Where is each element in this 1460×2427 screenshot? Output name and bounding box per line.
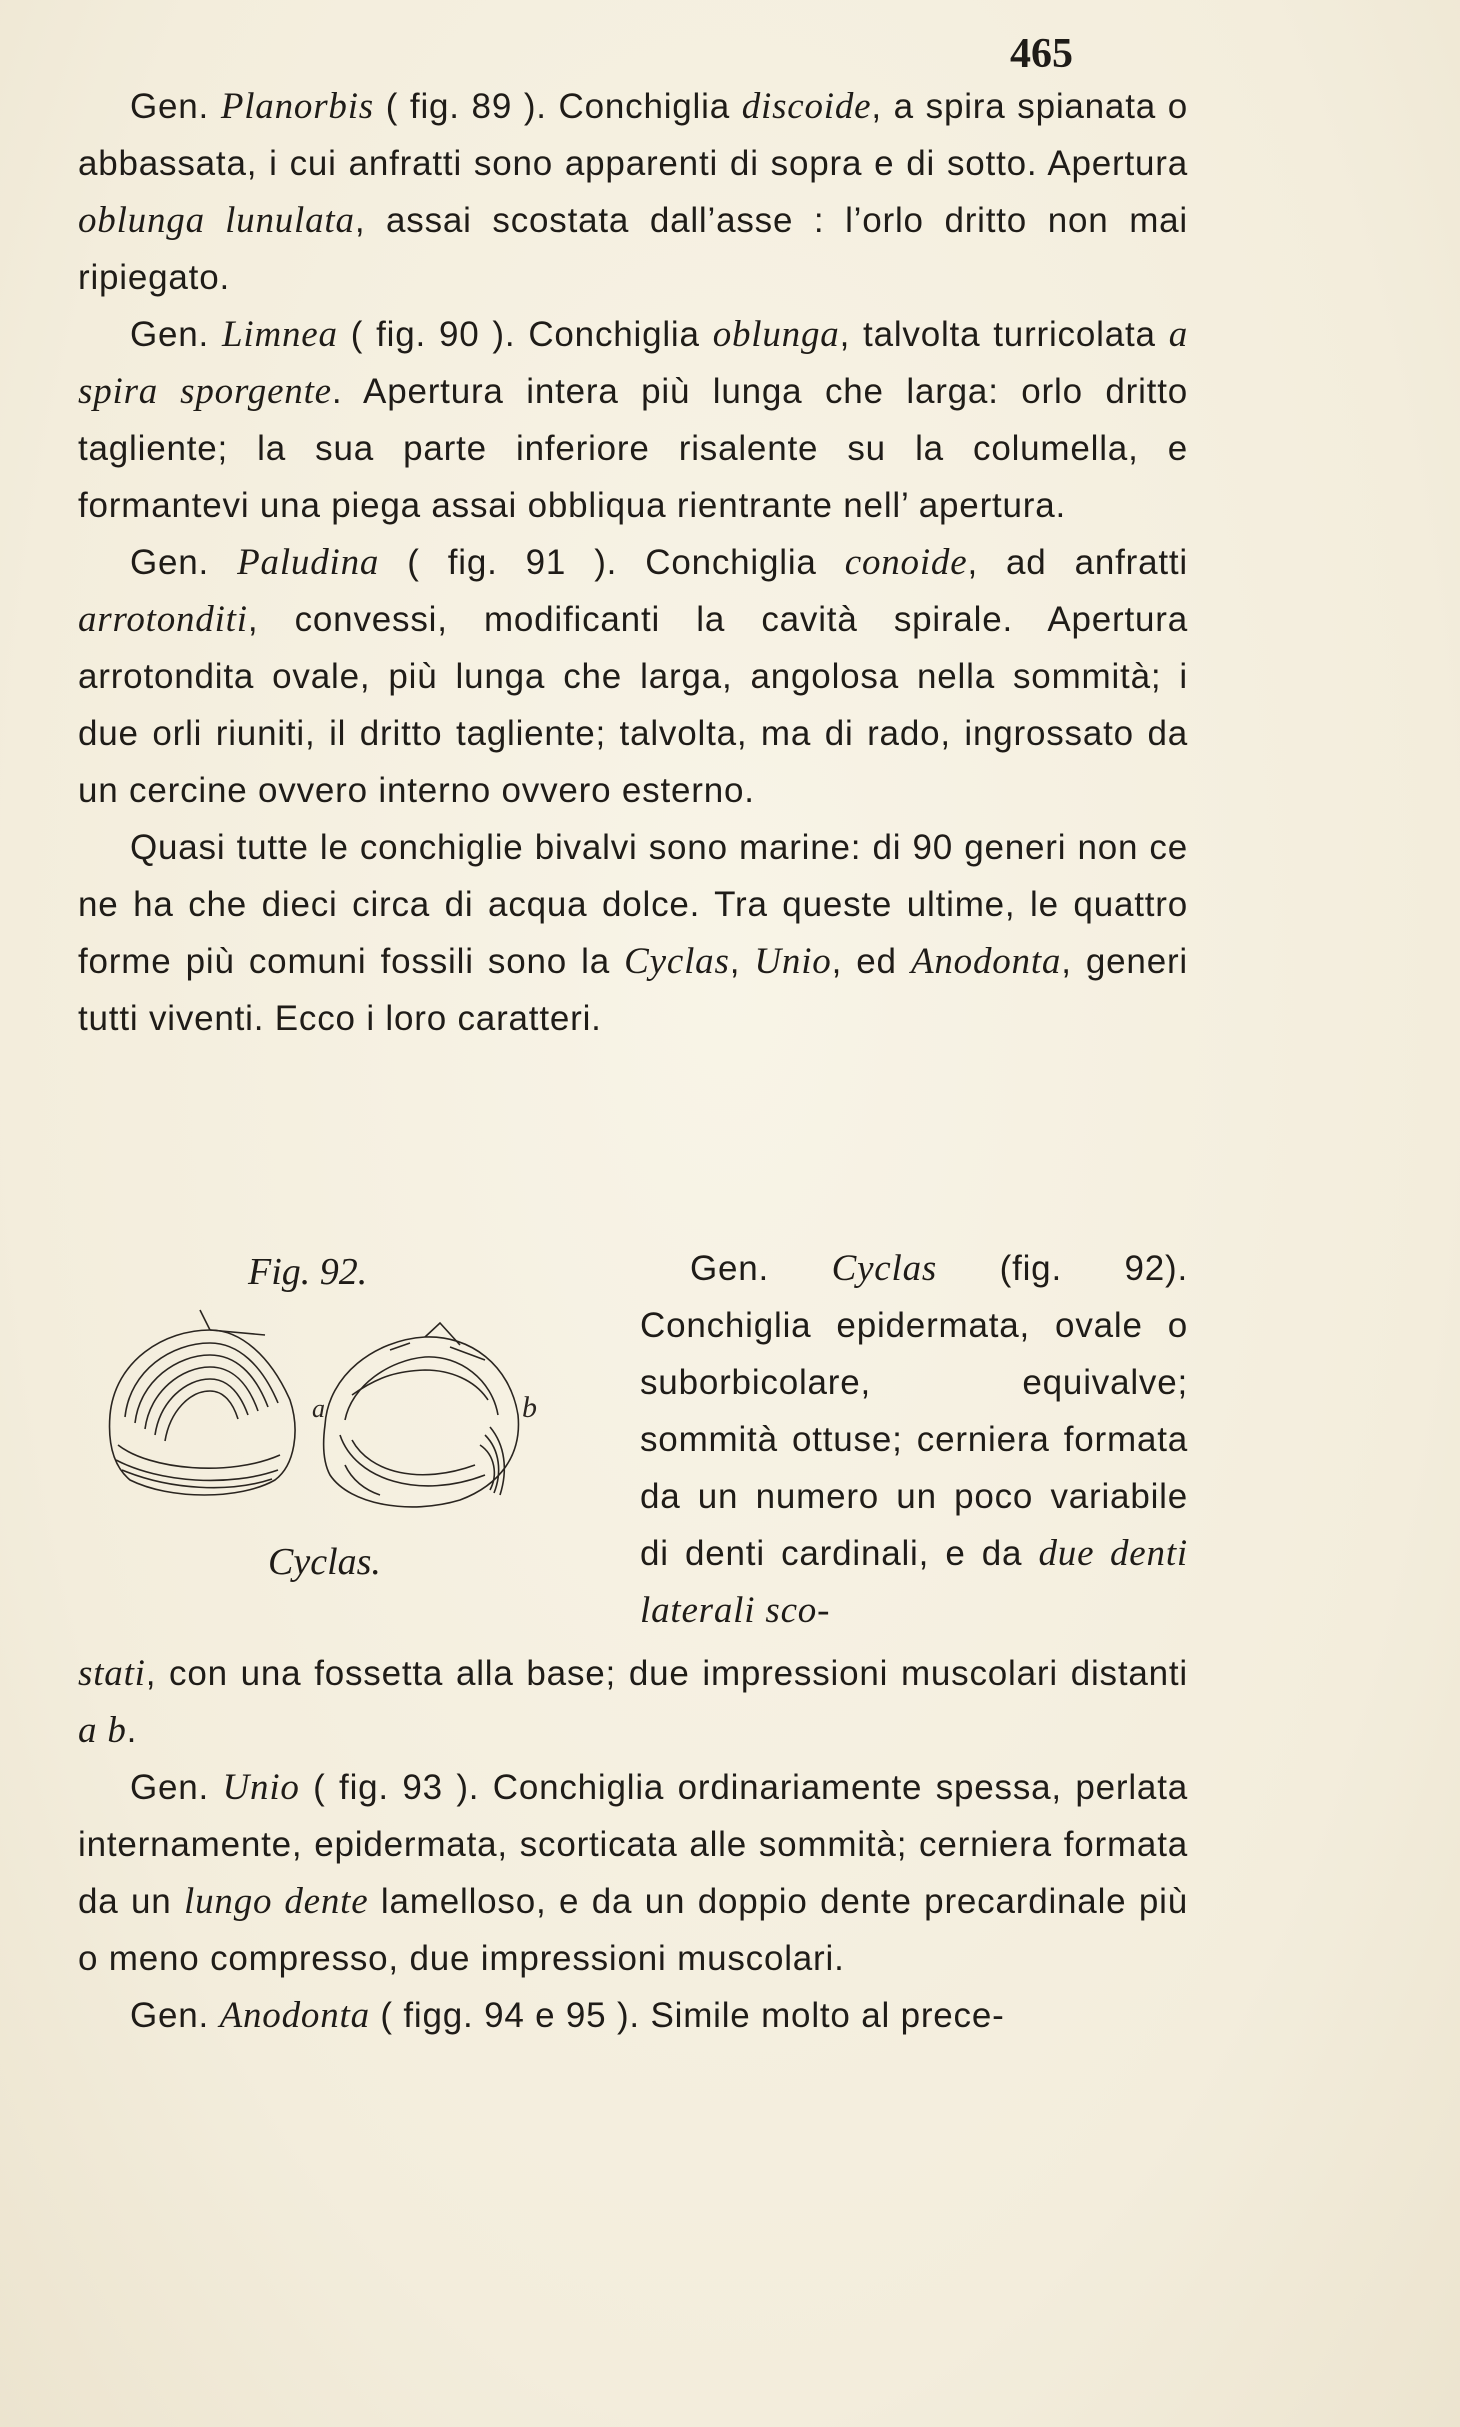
text-run: (fig. 92). Conchiglia epidermata, ovale o suborbicolare, equivalve; sommità ottuse; cerniera formata da un numero un poco variabile di denti cardinali, e da: [640, 1249, 1188, 1573]
text-run: , a spira spianata o abbassata, i cui anfratti sono apparenti di sopra e di sotto. Apertura: [78, 87, 1188, 183]
italic-text: Planorbis: [220, 86, 374, 127]
paragraph-list-top: [78, 78, 1188, 1047]
paragraph-list-bottom: [78, 1645, 1188, 2044]
italic-text: stati: [78, 1653, 146, 1694]
side-paragraph: [640, 1240, 1188, 1639]
paragraph: [78, 819, 1188, 1047]
text-run: , ad anfratti: [967, 543, 1188, 582]
text-run: , con una fossetta alla base; due impressioni muscolari distanti: [145, 1654, 1188, 1693]
italic-text: Unio: [754, 941, 832, 982]
text-run: Gen.: [130, 543, 238, 582]
italic-text: lungo dente: [184, 1881, 369, 1922]
italic-text: oblunga lunulata: [78, 200, 355, 241]
text-run: Gen.: [690, 1249, 832, 1288]
italic-text: Anodonta: [219, 1995, 370, 2036]
text-run: ( fig. 91 ). Conchiglia: [379, 543, 845, 582]
italic-text: Paludina: [237, 542, 380, 583]
paragraph: [78, 1645, 1188, 1759]
text-run: Gen.: [130, 87, 221, 126]
text-run: ,: [729, 942, 755, 981]
italic-text: Anodonta: [910, 941, 1062, 982]
italic-text: Limnea: [222, 314, 338, 355]
figure-92: [90, 1250, 560, 1610]
italic-text: Cyclas: [624, 941, 730, 982]
text-run: , assai scostata dall’asse : l’orlo dritto non mai ripiegato.: [78, 201, 1189, 297]
text-run: ( fig. 90 ). Conchiglia: [337, 315, 713, 354]
text-run: , ed: [831, 942, 911, 981]
text-run: .: [126, 1711, 138, 1750]
italic-text: Cyclas: [831, 1248, 938, 1289]
italic-text: oblunga: [712, 314, 840, 355]
paragraph: [640, 1240, 1188, 1639]
text-run: , convessi, modificanti la cavità spirale. Apertura arrotondita ovale, più lunga che larga, angolosa nella sommità; i due orli riuniti, il dritto tagliente; talvolta, ma di rado, ingrossato da un cercine ovvero interno ovvero esterno.: [78, 600, 1188, 810]
text-run: Gen.: [130, 1768, 223, 1807]
figure-label: Fig. 92.: [248, 1251, 368, 1293]
italic-text: arrotonditi: [78, 599, 248, 640]
text-run: lamelloso, e da un doppio dente precardinale più o meno compresso, due impressioni muscolari.: [78, 1882, 1188, 1978]
text-run: ( fig. 93 ). Conchiglia ordinariamente spessa, perlata internamente, epidermata, scorticata alle sommità; cerniera formata da un: [78, 1768, 1188, 1921]
text-run: ( figg. 94 e 95 ). Simile molto al prece-: [369, 1996, 1005, 2035]
page-number: 465: [1010, 31, 1073, 77]
paragraph: [78, 1987, 1188, 2044]
cyclas-shell-illustration: [90, 1305, 560, 1545]
italic-text: a spira sporgente: [78, 314, 1188, 412]
italic-text: a b: [78, 1710, 127, 1751]
label-a: a: [312, 1394, 325, 1423]
text-run: Quasi tutte le conchiglie bivalvi sono marine: di 90 generi non ce ne ha che dieci circa di acqua dolce. Tra queste ultime, le quattro forme più comuni fossili sono la: [78, 828, 1188, 981]
text-run: Gen.: [130, 1996, 220, 2035]
paragraph: [78, 78, 1188, 306]
paragraph: [78, 1759, 1188, 1987]
italic-text: due denti laterali sco-: [640, 1533, 1188, 1631]
text-run: , generi tutti viventi. Ecco i loro caratteri.: [78, 942, 1188, 1038]
text-run: ( fig. 89 ). Conchiglia: [374, 87, 742, 126]
paragraph: [78, 306, 1188, 534]
text-block-top: [78, 78, 1188, 1047]
label-b: b: [522, 1391, 537, 1424]
text-run: Gen.: [130, 315, 223, 354]
italic-text: Unio: [222, 1767, 300, 1808]
text-block-side: [640, 1240, 1188, 1639]
text-run: . Apertura intera più lunga che larga: orlo dritto tagliente; la sua parte inferiore risalente su la columella, e formantevi una piega assai obbliqua rientrante nell’ apertura.: [78, 372, 1188, 525]
italic-text: conoide: [844, 542, 968, 583]
figure-caption: Cyclas.: [268, 1541, 381, 1583]
paragraph: [78, 534, 1188, 819]
text-block-bottom: [78, 1645, 1188, 2044]
text-run: , talvolta turricolata: [839, 315, 1169, 354]
italic-text: discoide: [741, 86, 872, 127]
